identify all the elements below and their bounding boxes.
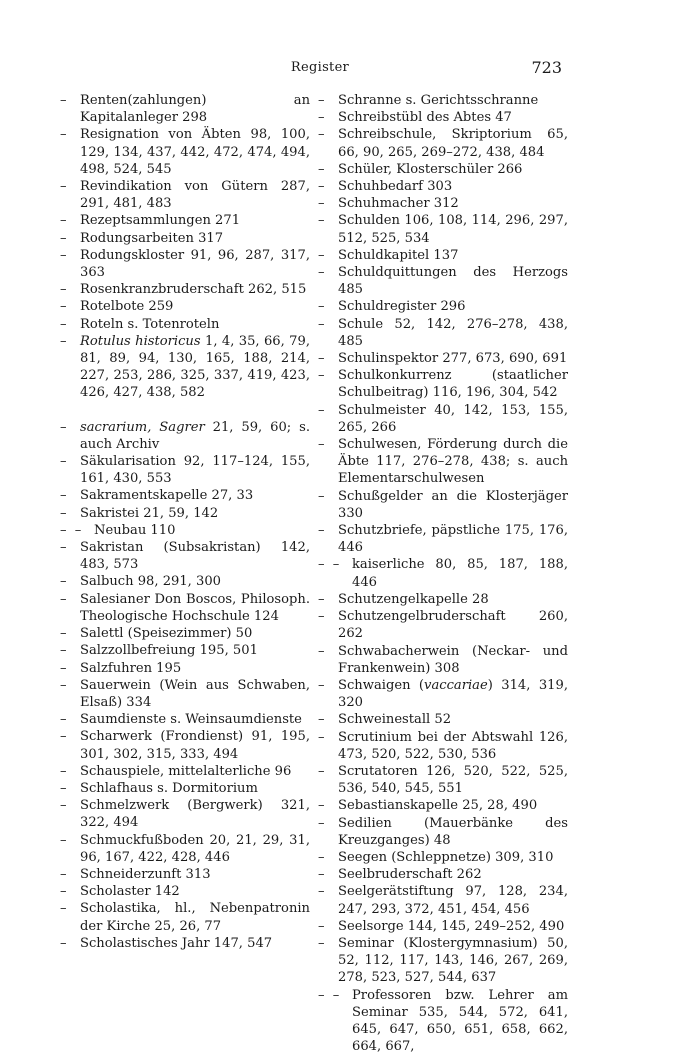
entry-text <box>80 642 310 659</box>
entry-term-pages: Schutzengelkapelle 28 <box>338 591 489 607</box>
entry-term-pages: Schuldkapitel 137 <box>338 247 459 263</box>
entry-text <box>338 608 568 642</box>
entry-dash: – <box>318 867 325 883</box>
entry-text <box>338 556 568 590</box>
entry-term-pages: Revindikation von Gütern 287, 291, 481, 483 <box>80 179 310 212</box>
entry-text <box>338 987 568 1055</box>
entry-term-pages: Schule 52, 142, 276–278, 438, 485 <box>338 316 568 349</box>
entry-italic-term: vaccariae <box>424 677 488 693</box>
index-entry <box>318 247 568 264</box>
index-entry <box>60 298 310 315</box>
entry-term-pages: Professoren bzw. Lehrer am Seminar 535, 544, 572, 641, 645, 647, 650, 651, 658, 662, 664, 667, <box>352 987 568 1055</box>
entry-term-pages: Schwabacherwein (Neckar- und Frankenwein) 308 <box>338 643 568 676</box>
entry-text <box>80 573 310 590</box>
entry-text <box>338 316 568 350</box>
entry-term-pages: Schneiderzunft 313 <box>80 866 211 882</box>
index-entry <box>318 918 568 935</box>
index-entry <box>318 556 568 590</box>
entry-text <box>80 247 310 281</box>
entry-term-pages: kaiserliche 80, 85, 187, 188, 446 <box>352 557 568 590</box>
entry-term-pages: Seelbruderschaft 262 <box>338 867 482 883</box>
entry-text <box>338 522 568 556</box>
entry-dash: – <box>318 196 325 212</box>
entry-term-pages: Schlafhaus s. Dormitorium <box>80 780 258 796</box>
index-entry <box>60 539 310 573</box>
entry-term-pages: Scrutinium bei der Abtswahl 126, 473, 520, 522, 530, 536 <box>338 729 568 762</box>
entry-text <box>80 866 310 883</box>
index-entry <box>60 642 310 659</box>
entry-term-pages: Resignation von Äbten 98, 100, 129, 134, 437, 442, 472, 474, 494, 498, 524, 545 <box>80 127 310 177</box>
entry-dash: – <box>318 299 325 315</box>
entry-dash: – <box>60 935 67 951</box>
index-entry <box>318 591 568 608</box>
entry-term-pages: Seelgerätstiftung 97, 128, 234, 247, 293, 372, 451, 454, 456 <box>338 884 568 917</box>
index-entry <box>318 935 568 987</box>
entry-term-pages: Rotelbote 259 <box>80 299 174 315</box>
entry-dash: – <box>60 832 67 848</box>
index-entry <box>318 126 568 160</box>
entry-text <box>338 711 568 728</box>
entry-text <box>80 591 310 625</box>
entry-dash: – <box>318 849 325 865</box>
entry-italic-term: sacrarium, Sagrer <box>80 419 205 435</box>
index-entry <box>318 815 568 849</box>
entry-term-pages: Schutzbriefe, päpstliche 175, 176, 446 <box>338 523 568 556</box>
index-entry <box>60 591 310 625</box>
index-column-left <box>60 92 310 952</box>
index-entry <box>318 161 568 178</box>
entry-dash: – <box>318 643 325 659</box>
entry-dash: – <box>318 523 325 539</box>
entry-term-pages: Schreibschule, Skriptorium 65, 66, 90, 265, 269–272, 438, 484 <box>338 127 568 160</box>
index-entry <box>318 109 568 126</box>
entry-dash: – <box>60 488 67 504</box>
index-entry <box>60 178 310 212</box>
entry-text <box>338 350 568 367</box>
entry-text <box>80 900 310 934</box>
entry-text <box>80 660 310 677</box>
entry-text <box>80 298 310 315</box>
entry-dash: – <box>318 402 325 418</box>
entry-dash: – <box>318 712 325 728</box>
entry-term-pages: Schuldregister 296 <box>338 299 466 315</box>
entry-text <box>338 918 568 935</box>
index-entry <box>318 711 568 728</box>
entry-text <box>80 763 310 780</box>
entry-dash: – <box>60 712 67 728</box>
entry-dash: – <box>60 729 67 745</box>
entry-text <box>80 935 310 952</box>
entry-text <box>80 333 310 402</box>
entry-dash: – <box>60 505 67 521</box>
entry-term-pages: Salzzollbefreiung 195, 501 <box>80 643 258 659</box>
entry-term-pages: 21, 59, 60; s. auch Archiv <box>80 419 310 452</box>
index-entry <box>318 883 568 917</box>
entry-text <box>80 453 310 487</box>
entry-dash: – <box>318 351 325 367</box>
entry-dash: – <box>318 591 325 607</box>
index-entry <box>60 763 310 780</box>
entry-term-pages: Schmelzwerk (Bergwerk) 321, 322, 494 <box>80 798 310 831</box>
index-entry <box>318 195 568 212</box>
entry-text <box>338 677 568 711</box>
entry-term-pages: Schranne s. Gerichtsschranne <box>338 93 539 108</box>
entry-dash: – <box>318 798 325 814</box>
entry-text <box>80 539 310 573</box>
entry-term-pages: Scholastika, hl., Nebenpatronin der Kirche 25, 26, 77 <box>80 901 310 934</box>
entry-text <box>80 711 310 728</box>
index-entry <box>60 92 310 126</box>
entry-text <box>338 591 568 608</box>
entry-text <box>338 161 568 178</box>
index-entry <box>60 212 310 229</box>
entry-term-pages: Schmuckfußboden 20, 21, 29, 31, 96, 167, 422, 428, 446 <box>80 832 310 865</box>
entry-term-pages: Sakramentskapelle 27, 33 <box>80 488 254 504</box>
entry-text <box>80 728 310 762</box>
entry-term-pages: Schulkonkurrenz (staatlicher Schulbeitrag) 116, 196, 304, 542 <box>338 368 568 401</box>
entry-term-pages: Rezeptsammlungen 271 <box>80 213 241 229</box>
entry-text <box>338 126 568 160</box>
entry-dash: – <box>60 798 67 814</box>
entry-dash: – <box>60 901 67 917</box>
index-entry <box>60 126 310 178</box>
index-entry <box>60 832 310 866</box>
entry-dash: – <box>60 540 67 556</box>
index-entry <box>318 797 568 814</box>
index-entry <box>60 866 310 883</box>
entry-text <box>338 883 568 917</box>
entry-term-pages: Schulmeister 40, 142, 153, 155, 265, 266 <box>338 402 568 435</box>
entry-dash: – <box>318 265 325 281</box>
entry-text <box>338 402 568 436</box>
index-entry <box>60 419 310 453</box>
entry-text <box>80 126 310 178</box>
entry-dash: – – <box>318 557 342 573</box>
entry-text <box>338 643 568 677</box>
entry-text <box>338 178 568 195</box>
entry-term-pages: Sebastianskapelle 25, 28, 490 <box>338 798 538 814</box>
entry-term-pages: Scrutatoren 126, 520, 522, 525, 536, 540, 545, 551 <box>338 763 568 797</box>
entry-dash: – <box>318 815 325 831</box>
index-entry <box>318 608 568 642</box>
entry-text <box>338 729 568 763</box>
entry-term-pages: Sakristan (Subsakristan) 142, 483, 573 <box>80 540 310 573</box>
entry-dash: – <box>318 213 325 229</box>
entry-dash: – <box>60 93 67 108</box>
entry-dash: – <box>318 179 325 195</box>
entry-dash: – <box>318 93 325 108</box>
index-entry <box>318 763 568 797</box>
entry-term-pages: Seegen (Schleppnetze) 309, 310 <box>338 849 554 865</box>
entry-term-pages: Schuldquittungen des Herzogs 485 <box>338 265 568 298</box>
index-entry <box>60 573 310 590</box>
entry-text <box>80 281 310 298</box>
entry-text <box>80 178 310 212</box>
index-entry <box>60 453 310 487</box>
entry-term-pages: Säkularisation 92, 117–124, 155, 161, 430, 553 <box>80 454 310 487</box>
entry-term-pages: Rosenkranzbruderschaft 262, 515 <box>80 282 307 298</box>
index-entry <box>318 298 568 315</box>
entry-text <box>338 109 568 126</box>
entry-term-pages: Saumdienste s. Weinsaumdienste <box>80 712 302 728</box>
index-entry <box>60 625 310 642</box>
entry-dash: – <box>318 110 325 126</box>
index-entry <box>60 780 310 797</box>
entry-text <box>338 488 568 522</box>
entry-dash: – <box>318 437 325 453</box>
entry-text <box>338 797 568 814</box>
entry-term-pages: Renten(zahlungen) an Kapitalanleger 298 <box>80 93 310 126</box>
entry-dash: – <box>60 866 67 882</box>
index-entry <box>60 660 310 677</box>
index-entry <box>318 849 568 866</box>
entry-dash: – <box>60 660 67 676</box>
entry-text <box>338 367 568 401</box>
index-entry <box>318 350 568 367</box>
entry-dash: – <box>60 247 67 263</box>
entry-dash: – <box>60 574 67 590</box>
entry-dash: – <box>60 677 67 693</box>
entry-dash: – <box>318 935 325 951</box>
index-entry <box>60 728 310 762</box>
index-entry <box>318 264 568 298</box>
entry-term-pages: Salettl (Speisezimmer) 50 <box>80 626 253 642</box>
entry-text <box>80 677 310 711</box>
entry-term-pages: Roteln s. Totenroteln <box>80 316 220 332</box>
entry-text <box>80 419 310 453</box>
entry-text <box>80 797 310 831</box>
entry-text <box>338 815 568 849</box>
entry-dash: – <box>60 179 67 195</box>
entry-dash: – <box>318 161 325 177</box>
index-entry <box>318 178 568 195</box>
entry-dash: – <box>60 316 67 332</box>
entry-dash: – <box>60 419 67 435</box>
entry-dash: – <box>60 282 67 298</box>
entry-text <box>338 298 568 315</box>
entry-dash: – <box>318 884 325 900</box>
entry-term-pages: Salbuch 98, 291, 300 <box>80 574 222 590</box>
index-entry <box>60 333 310 402</box>
entry-term-pages: Seminar (Klostergymnasium) 50, 52, 112, 117, 143, 146, 267, 269, 278, 523, 527, 544, 637 <box>338 935 568 986</box>
entry-text <box>80 625 310 642</box>
entry-term-pages: Schulden 106, 108, 114, 296, 297, 512, 525, 534 <box>338 213 568 246</box>
entry-term-pages: Neubau 110 <box>94 522 176 538</box>
entry-term-pages: Seelsorge 144, 145, 249–252, 490 <box>338 918 565 934</box>
entry-dash: – <box>318 918 325 934</box>
index-entry <box>60 677 310 711</box>
entry-term-pages: Schulinspektor 277, 673, 690, 691 <box>338 351 568 367</box>
entry-text <box>80 883 310 900</box>
entry-text <box>80 832 310 866</box>
index-entry <box>60 487 310 504</box>
entry-dash: – <box>318 247 325 263</box>
entry-dash: – <box>60 884 67 900</box>
entry-dash: – <box>60 763 67 779</box>
index-entry <box>318 402 568 436</box>
entry-term-pages: Salesianer Don Boscos, Philosoph. Theologische Hochschule 124 <box>80 591 310 624</box>
entry-term-pages: Schreibstübl des Abtes 47 <box>338 110 512 126</box>
entry-dash: – <box>60 591 67 607</box>
index-entry <box>60 230 310 247</box>
index-column-right <box>318 92 568 1055</box>
entry-term-pages: Sakristei 21, 59, 142 <box>80 505 219 521</box>
entry-term-pages: Schuhbedarf 303 <box>338 179 453 195</box>
entry-dash: – <box>318 729 325 745</box>
entry-dash: – <box>60 626 67 642</box>
entry-dash: – <box>60 780 67 796</box>
index-entry <box>318 677 568 711</box>
entry-text <box>338 763 568 797</box>
entry-term-pages: Schüler, Klosterschüler 266 <box>338 161 523 177</box>
entry-text <box>80 487 310 504</box>
entry-dash: – <box>60 230 67 246</box>
entry-text <box>338 866 568 883</box>
entry-dash: – <box>60 127 67 143</box>
entry-text <box>80 316 310 333</box>
index-entry <box>318 212 568 246</box>
index-entry <box>60 797 310 831</box>
index-entry <box>318 522 568 556</box>
index-entry <box>60 316 310 333</box>
entry-term-pages: Rodungsarbeiten 317 <box>80 230 224 246</box>
entry-term-pages: Sauerwein (Wein aus Schwaben, Elsaß) 334 <box>80 677 310 710</box>
entry-dash: – – <box>60 522 84 538</box>
entry-dash: – <box>318 127 325 143</box>
entry-dash: – <box>318 368 325 384</box>
entry-term-pages: Sedilien (Mauerbänke des Kreuzganges) 48 <box>338 815 568 848</box>
entry-term-pages: 1, 4, 35, 66, 79, 81, 89, 94, 130, 165, 188, 214, 227, 253, 286, 325, 337, 419, 423, 426, 427, 438, 582 <box>80 333 310 401</box>
entry-text <box>80 212 310 229</box>
index-entry <box>318 92 568 109</box>
entry-term-pages: Schußgelder an die Klosterjäger 330 <box>338 488 568 521</box>
entry-dash: – <box>60 213 67 229</box>
entry-text <box>80 92 310 126</box>
entry-dash: – <box>318 609 325 625</box>
index-entry <box>318 866 568 883</box>
entry-term-pages: Scharwerk (Frondienst) 91, 195, 301, 302, 315, 333, 494 <box>80 729 310 762</box>
running-head-title: Register <box>290 60 350 75</box>
index-entry <box>60 935 310 952</box>
index-entry <box>60 247 310 281</box>
entry-text <box>338 92 568 109</box>
entry-text <box>338 264 568 298</box>
entry-text <box>80 780 310 797</box>
entry-text <box>338 935 568 987</box>
index-entry <box>318 367 568 401</box>
entry-dash: – – <box>318 987 342 1003</box>
entry-text <box>338 195 568 212</box>
index-entry <box>318 436 568 488</box>
entry-term-pages: Schauspiele, mittelalterliche 96 <box>80 763 292 779</box>
entry-text <box>338 212 568 246</box>
entry-text <box>338 436 568 488</box>
entry-text <box>338 247 568 264</box>
index-entry <box>318 729 568 763</box>
index-entry <box>60 505 310 522</box>
entry-italic-term: Rotulus historicus <box>80 333 201 349</box>
entry-term-pages: Salzfuhren 195 <box>80 660 182 676</box>
index-entry <box>60 711 310 728</box>
entry-term-pages: Scholaster 142 <box>80 884 180 900</box>
entry-dash: – <box>318 488 325 504</box>
index-entry <box>60 900 310 934</box>
index-entry <box>60 522 310 539</box>
entry-term-pages: Rodungskloster 91, 96, 287, 317, 363 <box>80 247 310 281</box>
index-entry <box>60 281 310 298</box>
entry-dash: – <box>318 316 325 332</box>
entry-text <box>80 505 310 522</box>
index-entry <box>318 643 568 677</box>
entry-text <box>80 522 310 539</box>
entry-term-pages: ) 314, 319, 320 <box>338 677 568 711</box>
entry-dash: – <box>60 299 67 315</box>
index-entry <box>318 488 568 522</box>
entry-term-pages: Schulwesen, Förderung durch die Äbte 117, 276–278, 438; s. auch Elementarschulwesen <box>338 437 568 487</box>
entry-dash: – <box>60 333 67 349</box>
entry-term-pages: Schutzengelbruderschaft 260, 262 <box>338 609 568 642</box>
entry-text <box>80 230 310 247</box>
entry-dash: – <box>60 454 67 470</box>
entry-dash: – <box>60 643 67 659</box>
entry-dash: – <box>318 677 325 693</box>
running-head <box>0 55 700 81</box>
entry-term-pages: Schweinestall 52 <box>338 712 452 728</box>
entry-text <box>338 849 568 866</box>
index-entry <box>318 987 568 1055</box>
entry-term-pages: Scholastisches Jahr 147, 547 <box>80 935 273 951</box>
index-entry <box>318 316 568 350</box>
entry-term-pages: Schuhmacher 312 <box>338 196 459 212</box>
entry-text-prefix: Schwaigen ( <box>338 677 425 693</box>
index-entry <box>60 883 310 900</box>
entry-dash: – <box>318 763 325 779</box>
page-number: 723 <box>531 58 562 77</box>
